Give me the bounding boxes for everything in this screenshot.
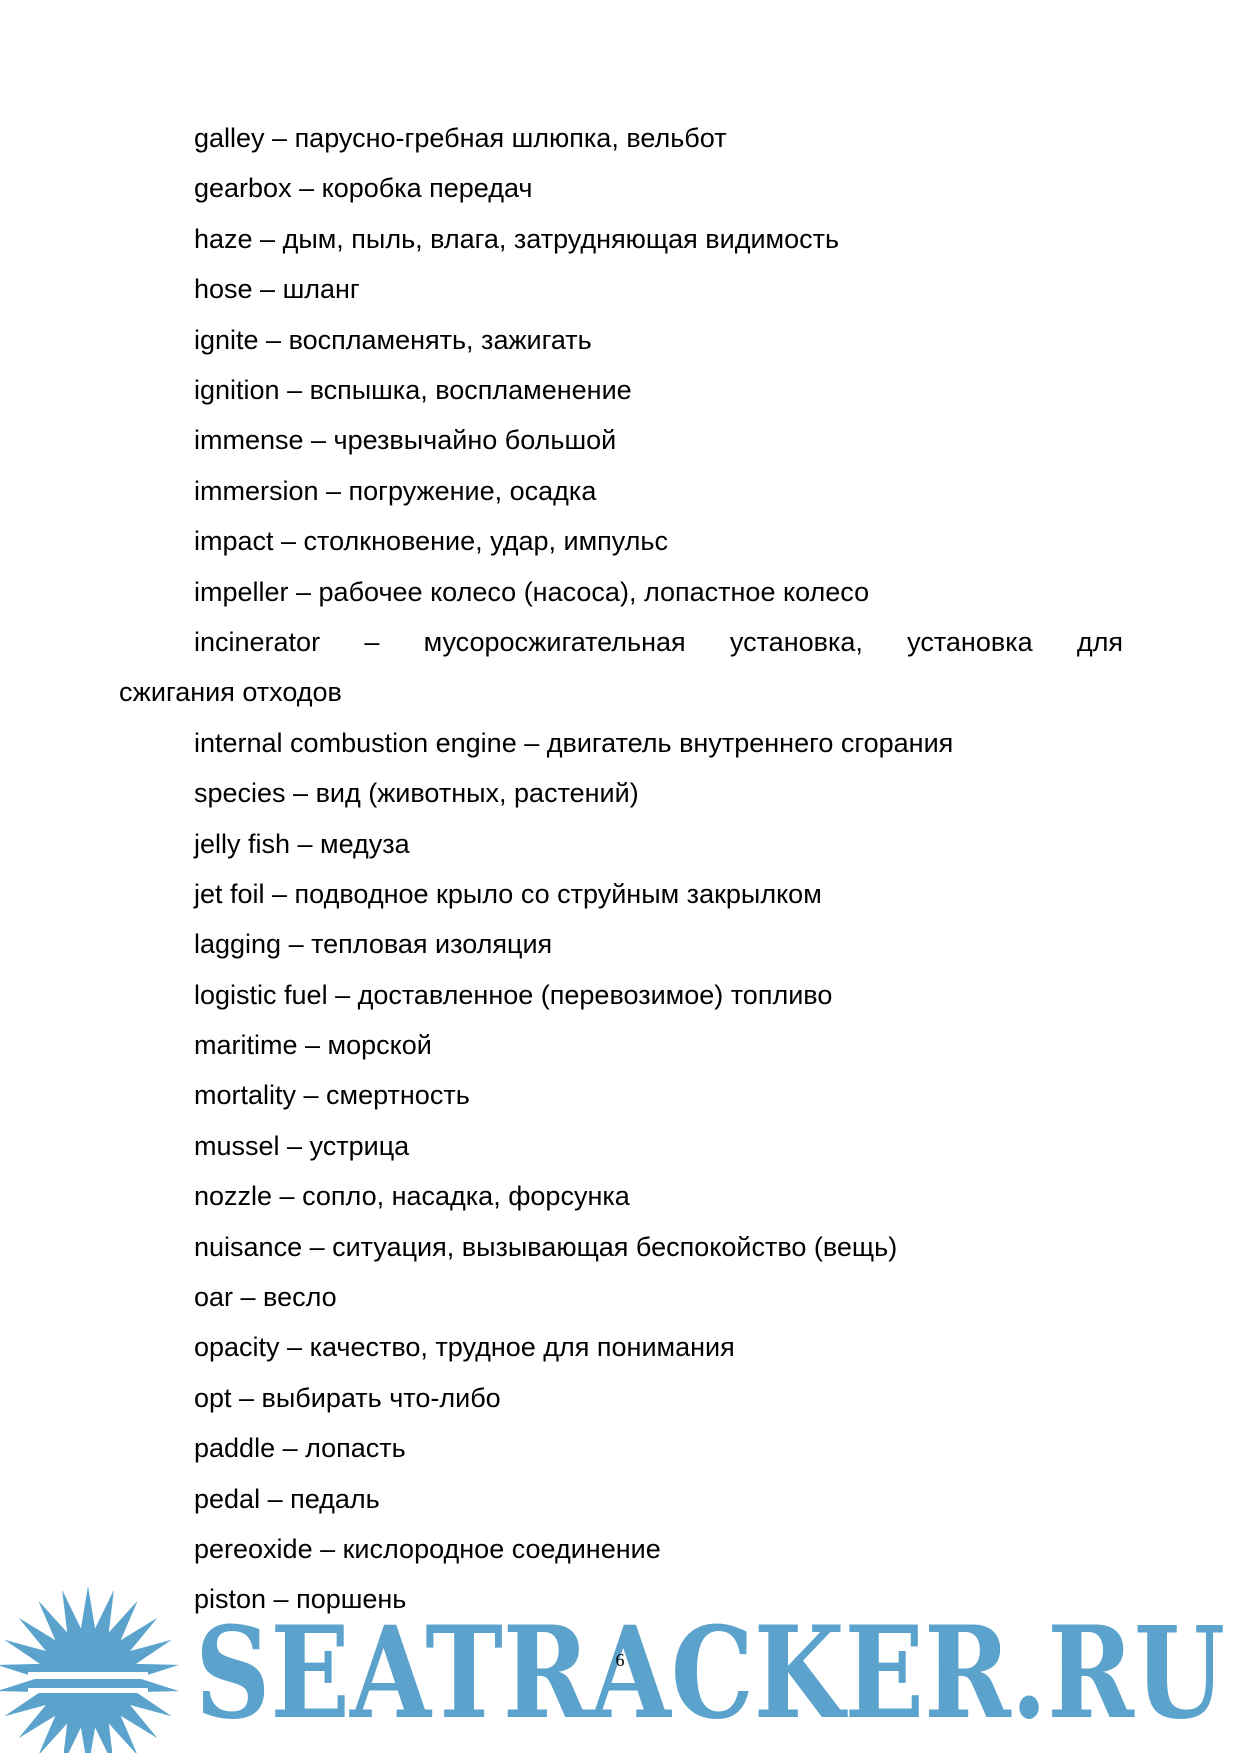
glossary-entry-oar: oar – весло [194,1282,337,1313]
glossary-entry-mortality: mortality – смертность [194,1080,470,1111]
glossary-entry-piston: piston – поршень [194,1584,407,1615]
glossary-entry-paddle: paddle – лопасть [194,1433,406,1464]
glossary-entry-impact: impact – столкновение, удар, импульс [194,526,668,557]
glossary-entry-immersion: immersion – погружение, осадка [194,475,597,506]
glossary-entry-internal-combustion-engine: internal combustion engine – двигатель внутреннего сгорания [194,727,954,758]
glossary-entry-gearbox: gearbox – коробка передач [194,173,533,204]
glossary-entry-nuisance: nuisance – ситуация, вызывающая беспокойство (вещь) [194,1231,898,1262]
glossary-entry-maritime: maritime – морской [194,1030,432,1061]
glossary-entry-pereoxide: pereoxide – кислородное соединение [194,1533,661,1564]
page-number: 6 [615,1650,625,1670]
glossary-entry-pedal: pedal – педаль [194,1483,380,1514]
glossary-entry-haze: haze – дым, пыль, влага, затрудняющая видимость [194,223,840,254]
watermark-wordmark: SEATRACKER.RU [195,1599,1225,1747]
glossary-entry-incinerator-line1: incinerator – мусоросжигательная установка, установка для [194,626,1123,657]
glossary-entry-logistic-fuel: logistic fuel – доставленное (перевозимое) топливо [194,979,833,1010]
glossary-entry-jelly-fish: jelly fish – медуза [194,828,410,859]
glossary-entry-lagging: lagging – тепловая изоляция [194,929,553,960]
glossary-entry-impeller: impeller – рабочее колесо (насоса), лопастное колесо [194,576,870,607]
glossary-entry-galley: galley – парусно-гребная шлюпка, вельбот [194,123,727,153]
glossary-entry-mussel: mussel – устрица [194,1130,410,1161]
sunburst-horizon-line-2 [28,1688,148,1693]
glossary-list [119,113,1123,1625]
glossary-entry-ignition: ignition – вспышка, воспламенение [194,374,632,405]
glossary-entry-species: species – вид (животных, растений) [194,778,639,809]
glossary-entry-nozzle: nozzle – сопло, насадка, форсунка [194,1181,630,1212]
sunburst-horizon-line [28,1672,148,1679]
glossary-entry-ignite: ignite – воспламенять, зажигать [194,324,592,355]
glossary-entry-opt: opt – выбирать что-либо [194,1382,501,1413]
glossary-entry-incinerator [119,617,1123,718]
glossary-entry-opacity: opacity – качество, трудное для понимания [194,1332,735,1363]
glossary-entry-immense: immense – чрезвычайно большой [194,425,617,456]
glossary-entry-hose: hose – шланг [194,274,360,305]
glossary-entry-incinerator-line2: сжигания отходов [119,677,342,708]
glossary-entry-jet-foil: jet foil – подводное крыло со струйным закрылком [194,878,822,909]
